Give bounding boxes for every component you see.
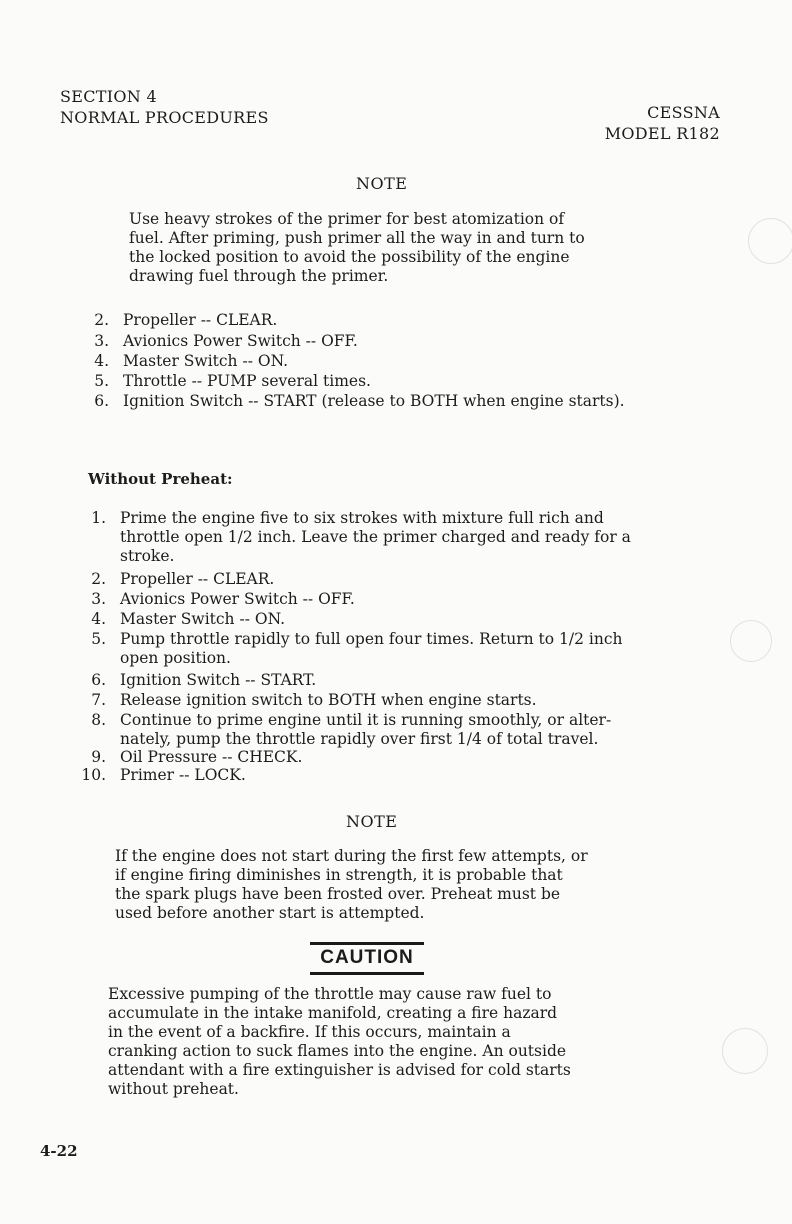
section-title: SECTION 4 bbox=[60, 87, 157, 106]
step-number: 6. bbox=[91, 671, 106, 689]
step-line: Release ignition switch to BOTH when engine starts. bbox=[120, 691, 537, 709]
step-text: Throttle -- PUMP several times. bbox=[123, 372, 371, 390]
step-number: 10. bbox=[81, 766, 106, 784]
caution-line: in the event of a backfire. If this occurs, maintain a bbox=[108, 1023, 511, 1041]
subsection-heading: Without Preheat: bbox=[88, 470, 233, 488]
caution-body bbox=[108, 985, 668, 1099]
procedure-step bbox=[91, 748, 303, 767]
caution-line: Excessive pumping of the throttle may cause raw fuel to bbox=[108, 985, 552, 1003]
procedure-step bbox=[91, 691, 537, 710]
procedure-step bbox=[91, 590, 355, 609]
bleed-through-mark bbox=[730, 620, 772, 662]
caution-line: without preheat. bbox=[108, 1080, 239, 1098]
step-number: 3. bbox=[91, 590, 106, 608]
step-line: Propeller -- CLEAR. bbox=[120, 570, 275, 588]
step-line: stroke. bbox=[120, 547, 175, 565]
procedure-step bbox=[94, 392, 625, 411]
caution-label: CAUTION bbox=[320, 947, 414, 968]
note-line: Use heavy strokes of the primer for best atomization of bbox=[129, 210, 565, 228]
step-number: 6. bbox=[94, 392, 109, 410]
page-number: 4-22 bbox=[40, 1142, 78, 1160]
note-line: fuel. After priming, push primer all the way in and turn to bbox=[129, 229, 585, 247]
step-text: Master Switch -- ON. bbox=[123, 352, 289, 370]
bleed-through-mark bbox=[722, 1028, 768, 1074]
note-body bbox=[115, 847, 675, 923]
step-number: 4. bbox=[91, 610, 106, 628]
caution-rule-bottom bbox=[310, 972, 424, 975]
step-line: open position. bbox=[120, 649, 231, 667]
step-number: 4. bbox=[94, 352, 109, 370]
note-title: NOTE bbox=[346, 812, 398, 831]
step-number: 3. bbox=[94, 332, 109, 350]
step-line: Oil Pressure -- CHECK. bbox=[120, 748, 303, 766]
procedure-step bbox=[91, 711, 710, 749]
note-line: the locked position to avoid the possibility of the engine bbox=[129, 248, 570, 266]
bleed-through-mark bbox=[748, 218, 792, 264]
step-line: Ignition Switch -- START. bbox=[120, 671, 317, 689]
note-title: NOTE bbox=[356, 174, 408, 193]
step-line: throttle open 1/2 inch. Leave the primer charged and ready for a bbox=[120, 528, 631, 546]
step-number: 2. bbox=[94, 311, 109, 329]
note-line: the spark plugs have been frosted over. Preheat must be bbox=[115, 885, 561, 903]
note-line: drawing fuel through the primer. bbox=[129, 267, 389, 285]
step-number: 7. bbox=[91, 691, 106, 709]
step-number: 5. bbox=[91, 630, 106, 648]
section-header bbox=[60, 86, 269, 128]
step-text: Avionics Power Switch -- OFF. bbox=[123, 332, 358, 350]
section-subtitle: NORMAL PROCEDURES bbox=[60, 108, 269, 127]
step-number: 8. bbox=[91, 711, 106, 729]
step-line: Prime the engine five to six strokes with mixture full rich and bbox=[120, 509, 604, 527]
caution-line: attendant with a fire extinguisher is advised for cold starts bbox=[108, 1061, 571, 1079]
caution-banner bbox=[310, 942, 424, 975]
procedure-step bbox=[94, 311, 278, 330]
step-line: Pump throttle rapidly to full open four times. Return to 1/2 inch bbox=[120, 630, 623, 648]
procedure-step bbox=[91, 570, 275, 589]
procedure-step bbox=[91, 630, 710, 668]
caution-line: cranking action to suck flames into the engine. An outside bbox=[108, 1042, 567, 1060]
note-line: if engine firing diminishes in strength, it is probable that bbox=[115, 866, 563, 884]
step-line: nately, pump the throttle rapidly over first 1/4 of total travel. bbox=[120, 730, 599, 748]
note-line: If the engine does not start during the first few attempts, or bbox=[115, 847, 588, 865]
procedure-step bbox=[94, 372, 371, 391]
step-number: 1. bbox=[91, 509, 106, 527]
manufacturer-name: CESSNA bbox=[647, 103, 720, 122]
procedure-step bbox=[81, 766, 246, 785]
step-text: Ignition Switch -- START (release to BOTH when engine starts). bbox=[123, 392, 625, 410]
step-line: Primer -- LOCK. bbox=[120, 766, 246, 784]
aircraft-model: MODEL R182 bbox=[604, 124, 720, 143]
procedure-step bbox=[94, 332, 358, 351]
step-line: Continue to prime engine until it is running smoothly, or alter- bbox=[120, 711, 612, 729]
note-body bbox=[129, 210, 689, 286]
procedure-step bbox=[94, 352, 289, 371]
procedure-step bbox=[91, 509, 710, 566]
step-number: 9. bbox=[91, 748, 106, 766]
procedure-step bbox=[91, 610, 286, 629]
step-number: 5. bbox=[94, 372, 109, 390]
caution-line: accumulate in the intake manifold, creating a fire hazard bbox=[108, 1004, 558, 1022]
step-line: Avionics Power Switch -- OFF. bbox=[120, 590, 355, 608]
aircraft-header bbox=[605, 102, 720, 144]
procedure-step bbox=[91, 671, 317, 690]
step-text: Propeller -- CLEAR. bbox=[123, 311, 278, 329]
step-number: 2. bbox=[91, 570, 106, 588]
step-line: Master Switch -- ON. bbox=[120, 610, 286, 628]
note-line: used before another start is attempted. bbox=[115, 904, 425, 922]
